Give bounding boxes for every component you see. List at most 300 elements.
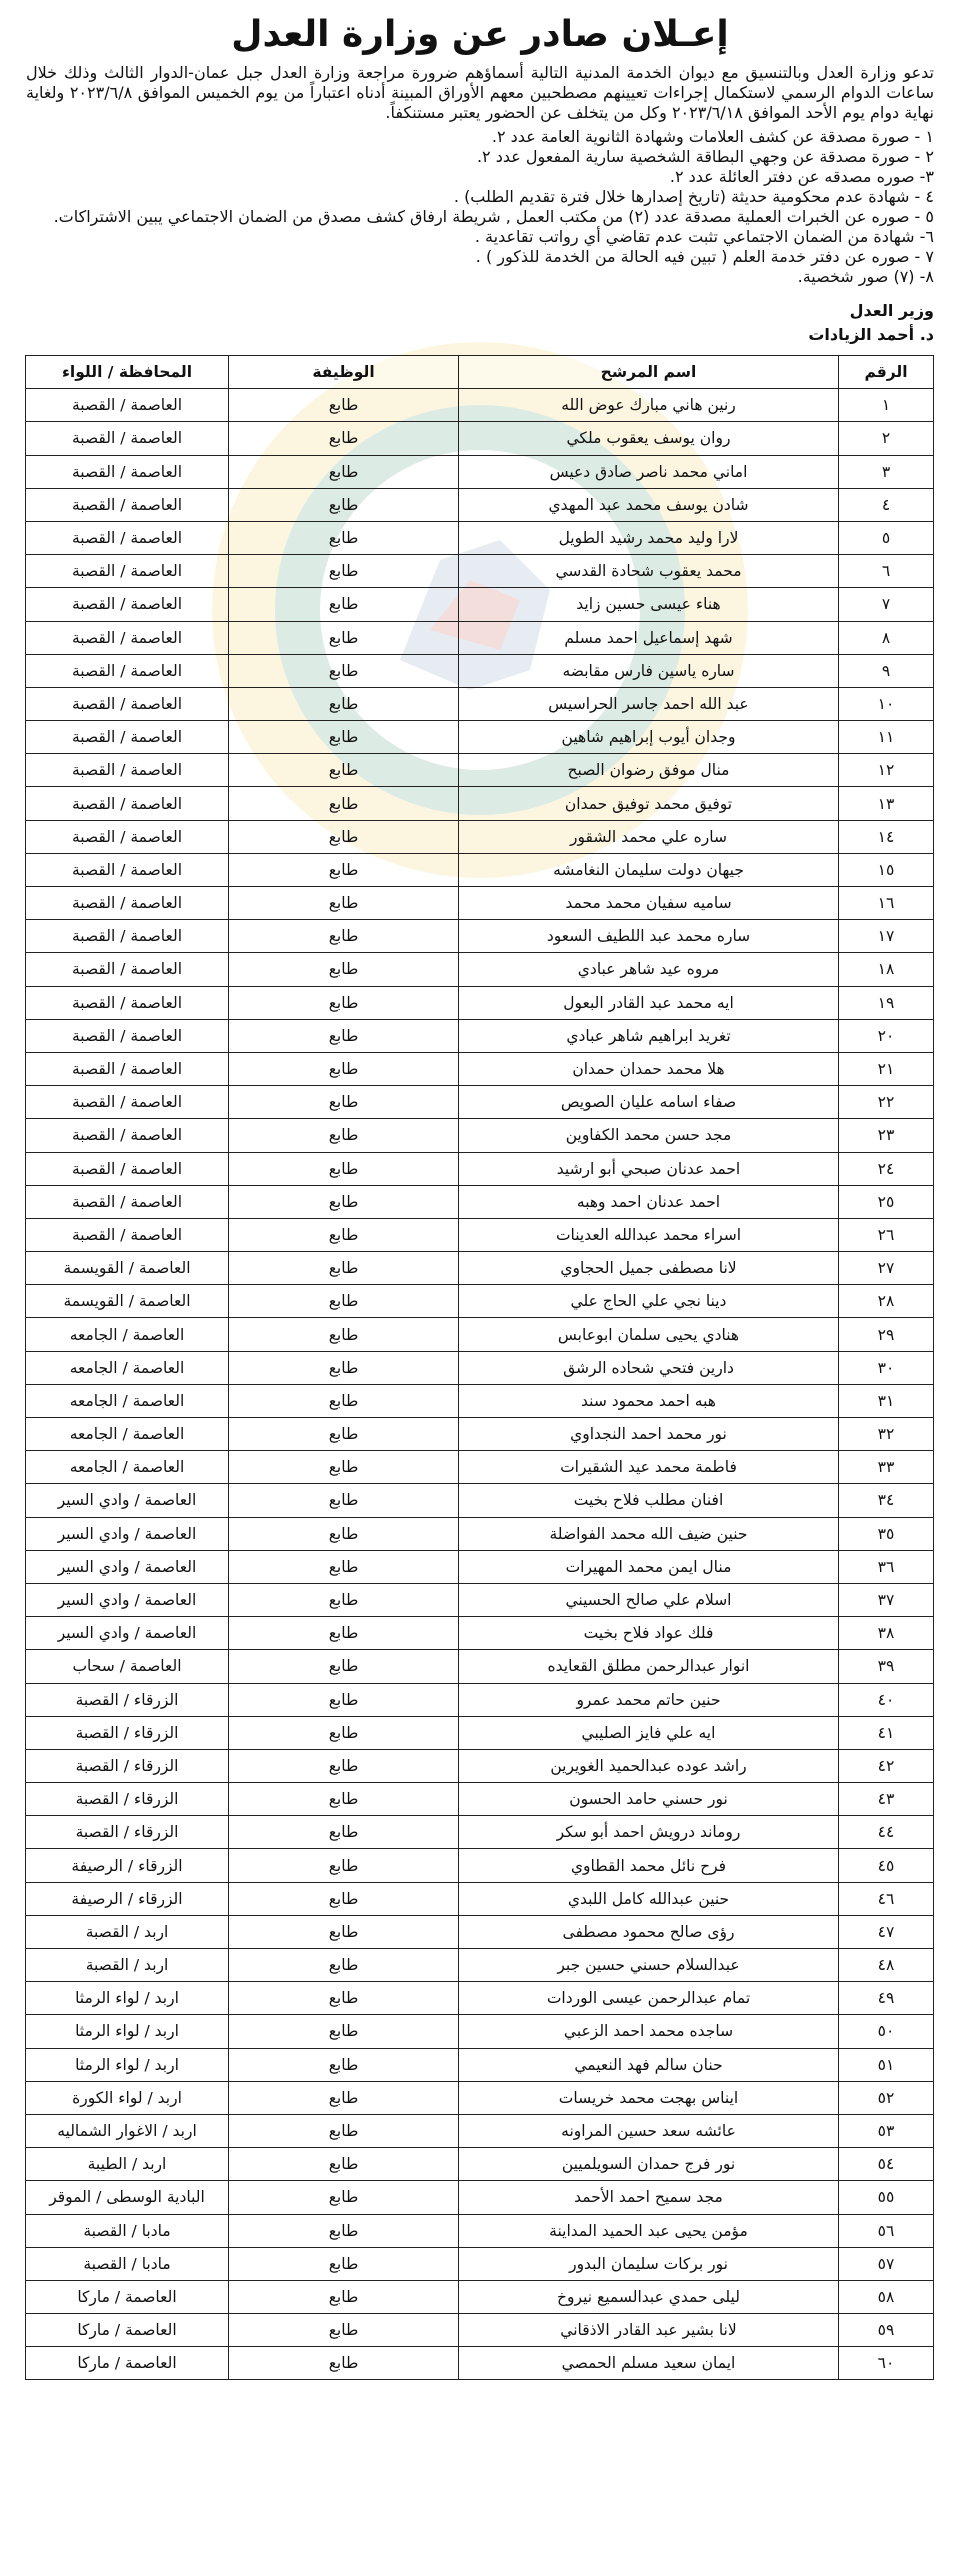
cell-job: طابع — [229, 1318, 459, 1351]
cell-candidate-name: اماني محمد ناصر صادق دعيس — [459, 455, 839, 488]
cell-job: طابع — [229, 953, 459, 986]
cell-job: طابع — [229, 2214, 459, 2247]
table-row — [26, 754, 934, 787]
cell-governorate: العاصمة / القصبة — [26, 1052, 229, 1085]
cell-number: ٧ — [839, 588, 934, 621]
cell-job: طابع — [229, 1683, 459, 1716]
cell-candidate-name: حنين حاتم محمد عمرو — [459, 1683, 839, 1716]
cell-governorate: اربد / الاغوار الشماليه — [26, 2114, 229, 2147]
cell-job: طابع — [229, 2314, 459, 2347]
cell-job: طابع — [229, 1517, 459, 1550]
cell-number: ٤٤ — [839, 1816, 934, 1849]
cell-governorate: الزرقاء / القصبة — [26, 1683, 229, 1716]
cell-candidate-name: روماند درويش احمد أبو سكر — [459, 1816, 839, 1849]
page-title: إعـلان صادر عن وزارة العدل — [231, 14, 729, 55]
cell-number: ٥٢ — [839, 2081, 934, 2114]
cell-job: طابع — [229, 1119, 459, 1152]
cell-job: طابع — [229, 1849, 459, 1882]
cell-governorate: العاصمة / القصبة — [26, 687, 229, 720]
cell-candidate-name: احمد عدنان صبحي أبو ارشيد — [459, 1152, 839, 1185]
signature-title: وزير العدل — [849, 301, 934, 320]
table-row — [26, 2114, 934, 2147]
requirement-item: ٦- شهادة من الضمان الاجتماعي تثبت عدم تقاضي أي رواتب تقاعدية . — [474, 227, 934, 246]
cell-job: طابع — [229, 1716, 459, 1749]
cell-job: طابع — [229, 1583, 459, 1616]
cell-candidate-name: راشد عوده عبدالحميد الغويرين — [459, 1749, 839, 1782]
cell-candidate-name: نور بركات سليمان البدور — [459, 2247, 839, 2280]
cell-job: طابع — [229, 1484, 459, 1517]
cell-candidate-name: لارا وليد محمد رشيد الطويل — [459, 521, 839, 554]
cell-number: ٥٨ — [839, 2280, 934, 2313]
cell-job: طابع — [229, 555, 459, 588]
cell-governorate: العاصمة / القصبة — [26, 455, 229, 488]
cell-number: ٤٢ — [839, 1749, 934, 1782]
cell-governorate: اربد / القصبة — [26, 1915, 229, 1948]
cell-number: ٣٢ — [839, 1418, 934, 1451]
cell-number: ٨ — [839, 621, 934, 654]
cell-number: ٢٣ — [839, 1119, 934, 1152]
cell-job: طابع — [229, 1384, 459, 1417]
cell-governorate: اربد / الطيبة — [26, 2148, 229, 2181]
cell-number: ١٢ — [839, 754, 934, 787]
cell-governorate: العاصمة / القصبة — [26, 1152, 229, 1185]
table-row — [26, 488, 934, 521]
cell-governorate: مادبا / القصبة — [26, 2214, 229, 2247]
cell-job: طابع — [229, 2148, 459, 2181]
cell-number: ٢٩ — [839, 1318, 934, 1351]
cell-job: طابع — [229, 588, 459, 621]
cell-governorate: العاصمة / ماركا — [26, 2280, 229, 2313]
table-row — [26, 920, 934, 953]
table-row — [26, 2347, 934, 2380]
cell-governorate: الزرقاء / الرصيفة — [26, 1849, 229, 1882]
cell-number: ٤٩ — [839, 1982, 934, 2015]
cell-job: طابع — [229, 986, 459, 1019]
table-row — [26, 820, 934, 853]
cell-candidate-name: توفيق محمد توفيق حمدان — [459, 787, 839, 820]
requirement-item: ٨- (٧) صور شخصية. — [797, 267, 934, 286]
cell-governorate: العاصمة / وادي السير — [26, 1583, 229, 1616]
cell-job: طابع — [229, 2081, 459, 2114]
cell-candidate-name: تغريد ابراهيم شاهر عبادي — [459, 1019, 839, 1052]
cell-number: ٦٠ — [839, 2347, 934, 2380]
cell-candidate-name: مروه عيد شاهر عبادي — [459, 953, 839, 986]
table-row — [26, 1285, 934, 1318]
cell-governorate: العاصمة / القصبة — [26, 1218, 229, 1251]
table-row — [26, 1915, 934, 1948]
cell-job: طابع — [229, 2181, 459, 2214]
cell-number: ٥١ — [839, 2048, 934, 2081]
cell-governorate: العاصمة / القصبة — [26, 555, 229, 588]
cell-governorate: العاصمة / ماركا — [26, 2347, 229, 2380]
cell-governorate: العاصمة / القويسمة — [26, 1285, 229, 1318]
cell-candidate-name: ليلى حمدي عبدالسميع نيروخ — [459, 2280, 839, 2313]
cell-number: ١٧ — [839, 920, 934, 953]
cell-governorate: العاصمة / سحاب — [26, 1650, 229, 1683]
cell-candidate-name: فرح نائل محمد القطاوي — [459, 1849, 839, 1882]
cell-number: ٥ — [839, 521, 934, 554]
cell-number: ٤٣ — [839, 1783, 934, 1816]
cell-number: ١ — [839, 389, 934, 422]
cell-candidate-name: انوار عبدالرحمن مطلق القعايده — [459, 1650, 839, 1683]
table-row — [26, 422, 934, 455]
cell-candidate-name: روان يوسف يعقوب ملكي — [459, 422, 839, 455]
cell-number: ٦ — [839, 555, 934, 588]
cell-candidate-name: حنان سالم فهد النعيمي — [459, 2048, 839, 2081]
cell-job: طابع — [229, 654, 459, 687]
cell-number: ٣٩ — [839, 1650, 934, 1683]
cell-governorate: العاصمة / القصبة — [26, 853, 229, 886]
cell-governorate: اربد / القصبة — [26, 1949, 229, 1982]
cell-number: ٥٠ — [839, 2015, 934, 2048]
table-row — [26, 687, 934, 720]
table-row — [26, 1716, 934, 1749]
cell-number: ٩ — [839, 654, 934, 687]
cell-candidate-name: هبه احمد محمود سند — [459, 1384, 839, 1417]
cell-candidate-name: شهد إسماعيل احمد مسلم — [459, 621, 839, 654]
cell-candidate-name: اسلام علي صالح الحسيني — [459, 1583, 839, 1616]
cell-job: طابع — [229, 455, 459, 488]
cell-governorate: العاصمة / القصبة — [26, 621, 229, 654]
table-row — [26, 2148, 934, 2181]
requirement-item: ٣- صوره مصدقه عن دفتر العائلة عدد ٢. — [669, 167, 934, 186]
signature-name: د. أحمد الزيادات — [808, 325, 934, 344]
table-row — [26, 2081, 934, 2114]
cell-governorate: العاصمة / وادي السير — [26, 1617, 229, 1650]
cell-candidate-name: عبد الله احمد جاسر الحراسيس — [459, 687, 839, 720]
cell-candidate-name: هناء عيسى حسين زايد — [459, 588, 839, 621]
table-row — [26, 1650, 934, 1683]
cell-governorate: العاصمة / الجامعه — [26, 1318, 229, 1351]
table-row — [26, 588, 934, 621]
table-row — [26, 1949, 934, 1982]
cell-number: ٢٠ — [839, 1019, 934, 1052]
cell-number: ٤٧ — [839, 1915, 934, 1948]
signature-block — [26, 299, 934, 347]
table-row — [26, 853, 934, 886]
cell-governorate: العاصمة / الجامعه — [26, 1418, 229, 1451]
table-row — [26, 2048, 934, 2081]
table-row — [26, 654, 934, 687]
header-governorate: المحافظة / اللواء — [26, 356, 229, 389]
table-row — [26, 1218, 934, 1251]
cell-governorate: العاصمة / القصبة — [26, 1185, 229, 1218]
cell-candidate-name: هلا محمد حمدان حمدان — [459, 1052, 839, 1085]
cell-number: ٤٠ — [839, 1683, 934, 1716]
cell-job: طابع — [229, 887, 459, 920]
table-row — [26, 887, 934, 920]
cell-job: طابع — [229, 2048, 459, 2081]
table-row — [26, 1683, 934, 1716]
cell-candidate-name: رؤى صالح محمود مصطفى — [459, 1915, 839, 1948]
cell-number: ٤٦ — [839, 1882, 934, 1915]
table-row — [26, 1451, 934, 1484]
cell-governorate: العاصمة / القصبة — [26, 754, 229, 787]
requirement-item: ١ - صورة مصدقة عن كشف العلامات وشهادة الثانوية العامة عدد ٢. — [491, 127, 934, 146]
cell-governorate: الزرقاء / القصبة — [26, 1783, 229, 1816]
table-row — [26, 1982, 934, 2015]
cell-number: ١٤ — [839, 820, 934, 853]
cell-governorate: العاصمة / القصبة — [26, 721, 229, 754]
cell-job: طابع — [229, 1617, 459, 1650]
cell-job: طابع — [229, 1749, 459, 1782]
table-row — [26, 1882, 934, 1915]
cell-job: طابع — [229, 1185, 459, 1218]
header-number: الرقم — [839, 356, 934, 389]
cell-candidate-name: ساره محمد عبد اللطيف السعود — [459, 920, 839, 953]
cell-number: ٣٣ — [839, 1451, 934, 1484]
candidates-table — [25, 355, 934, 2380]
cell-candidate-name: دارين فتحي شحاده الرشق — [459, 1351, 839, 1384]
table-row — [26, 2181, 934, 2214]
cell-number: ٣٠ — [839, 1351, 934, 1384]
cell-candidate-name: فلك عواد فلاح بخيت — [459, 1617, 839, 1650]
cell-governorate: العاصمة / القصبة — [26, 389, 229, 422]
cell-number: ٥٩ — [839, 2314, 934, 2347]
table-row — [26, 787, 934, 820]
cell-governorate: العاصمة / القصبة — [26, 1086, 229, 1119]
cell-job: طابع — [229, 853, 459, 886]
cell-job: طابع — [229, 621, 459, 654]
cell-job: طابع — [229, 1019, 459, 1052]
cell-governorate: العاصمة / القصبة — [26, 588, 229, 621]
table-row — [26, 2280, 934, 2313]
cell-candidate-name: عائشه سعد حسين المراونه — [459, 2114, 839, 2147]
cell-governorate: اربد / لواء الكورة — [26, 2081, 229, 2114]
table-row — [26, 1019, 934, 1052]
cell-job: طابع — [229, 1550, 459, 1583]
cell-job: طابع — [229, 521, 459, 554]
cell-job: طابع — [229, 1218, 459, 1251]
table-row — [26, 1052, 934, 1085]
cell-number: ١٠ — [839, 687, 934, 720]
table-row — [26, 1849, 934, 1882]
cell-governorate: مادبا / القصبة — [26, 2247, 229, 2280]
cell-governorate: العاصمة / القصبة — [26, 1119, 229, 1152]
table-row — [26, 455, 934, 488]
table-row — [26, 1185, 934, 1218]
cell-candidate-name: افنان مطلب فلاح بخيت — [459, 1484, 839, 1517]
table-row — [26, 1252, 934, 1285]
cell-governorate: العاصمة / القصبة — [26, 521, 229, 554]
cell-candidate-name: منال ايمن محمد المهيرات — [459, 1550, 839, 1583]
cell-governorate: الزرقاء / القصبة — [26, 1749, 229, 1782]
table-row — [26, 1418, 934, 1451]
cell-governorate: العاصمة / القويسمة — [26, 1252, 229, 1285]
requirement-item: ٢ - صورة مصدقة عن وجهي البطاقة الشخصية سارية المفعول عدد ٢. — [476, 147, 934, 166]
cell-governorate: اربد / لواء الرمثا — [26, 1982, 229, 2015]
cell-number: ٤٨ — [839, 1949, 934, 1982]
cell-job: طابع — [229, 1650, 459, 1683]
cell-number: ١١ — [839, 721, 934, 754]
table-row — [26, 2314, 934, 2347]
cell-job: طابع — [229, 1982, 459, 2015]
cell-governorate: اربد / لواء الرمثا — [26, 2015, 229, 2048]
cell-job: طابع — [229, 1816, 459, 1849]
cell-governorate: الزرقاء / الرصيفة — [26, 1882, 229, 1915]
cell-candidate-name: مؤمن يحيى عبد الحميد المداينة — [459, 2214, 839, 2247]
cell-job: طابع — [229, 2347, 459, 2380]
cell-job: طابع — [229, 2247, 459, 2280]
cell-governorate: العاصمة / القصبة — [26, 1019, 229, 1052]
cell-job: طابع — [229, 920, 459, 953]
cell-number: ١٨ — [839, 953, 934, 986]
cell-job: طابع — [229, 1285, 459, 1318]
cell-number: ٥٥ — [839, 2181, 934, 2214]
cell-governorate: الزرقاء / القصبة — [26, 1816, 229, 1849]
cell-job: طابع — [229, 389, 459, 422]
cell-number: ١٦ — [839, 887, 934, 920]
cell-governorate: العاصمة / القصبة — [26, 654, 229, 687]
cell-job: طابع — [229, 1882, 459, 1915]
cell-number: ٥٧ — [839, 2247, 934, 2280]
cell-governorate: العاصمة / القصبة — [26, 953, 229, 986]
cell-candidate-name: تمام عبدالرحمن عيسى الوردات — [459, 1982, 839, 2015]
table-row — [26, 1749, 934, 1782]
cell-candidate-name: ساميه سفيان محمد محمد — [459, 887, 839, 920]
table-row — [26, 1517, 934, 1550]
cell-job: طابع — [229, 1052, 459, 1085]
cell-candidate-name: مجد سميح احمد الأحمد — [459, 2181, 839, 2214]
cell-job: طابع — [229, 1086, 459, 1119]
cell-job: طابع — [229, 1451, 459, 1484]
table-row — [26, 389, 934, 422]
cell-job: طابع — [229, 2015, 459, 2048]
cell-candidate-name: نور فرج حمدان السويلميين — [459, 2148, 839, 2181]
table-row — [26, 1484, 934, 1517]
cell-candidate-name: دينا نجي علي الحاج علي — [459, 1285, 839, 1318]
table-row — [26, 621, 934, 654]
table-row — [26, 986, 934, 1019]
cell-number: ٢٤ — [839, 1152, 934, 1185]
cell-candidate-name: ايه محمد عبد القادر البعول — [459, 986, 839, 1019]
cell-job: طابع — [229, 2280, 459, 2313]
intro-paragraph: تدعو وزارة العدل وبالتنسيق مع ديوان الخدمة المدنية التالية أسماؤهم ضرورة مراجعة وزارة العدل جبل عمان-الدوار الثالث وذلك خلال ساعات الدوام الرسمي لاستكمال إجراءات تعيينهم مصطحبين معهم الأوراق المبينة أدناه اعتباراً من يوم الخميس الموافق ٢٠٢٣/٦/٨ ولغاية نهاية دوام يوم الأحد الموافق ٢٠٢٣/٦/١٨ وكل من يتخلف عن الحضور يعتبر مستنكفاً. — [26, 63, 935, 122]
cell-number: ١٥ — [839, 853, 934, 886]
cell-candidate-name: لانا بشير عبد القادر الاذقاني — [459, 2314, 839, 2347]
cell-number: ٣٤ — [839, 1484, 934, 1517]
cell-candidate-name: ايناس بهجت محمد خريسات — [459, 2081, 839, 2114]
cell-governorate: العاصمة / وادي السير — [26, 1550, 229, 1583]
cell-governorate: العاصمة / الجامعه — [26, 1384, 229, 1417]
table-row — [26, 2247, 934, 2280]
cell-job: طابع — [229, 1418, 459, 1451]
cell-candidate-name: عبدالسلام حسني حسين جبر — [459, 1949, 839, 1982]
cell-number: ٣ — [839, 455, 934, 488]
cell-number: ٢٨ — [839, 1285, 934, 1318]
cell-candidate-name: لانا مصطفى جميل الحجاوي — [459, 1252, 839, 1285]
table-row — [26, 1351, 934, 1384]
requirement-item: ٧ - صوره عن دفتر خدمة العلم ( تبين فيه الحالة من الخدمة للذكور ) . — [475, 247, 934, 266]
cell-number: ٤٥ — [839, 1849, 934, 1882]
cell-candidate-name: ساجده محمد احمد الزعبي — [459, 2015, 839, 2048]
cell-job: طابع — [229, 1949, 459, 1982]
cell-number: ٢٧ — [839, 1252, 934, 1285]
cell-candidate-name: صفاء اسامه عليان الصويص — [459, 1086, 839, 1119]
cell-number: ٢ — [839, 422, 934, 455]
cell-governorate: العاصمة / القصبة — [26, 422, 229, 455]
cell-number: ٣٨ — [839, 1617, 934, 1650]
cell-governorate: العاصمة / القصبة — [26, 986, 229, 1019]
cell-governorate: البادية الوسطى / الموقر — [26, 2181, 229, 2214]
table-row — [26, 1783, 934, 1816]
cell-governorate: اربد / لواء الرمثا — [26, 2048, 229, 2081]
cell-job: طابع — [229, 1152, 459, 1185]
cell-governorate: العاصمة / القصبة — [26, 887, 229, 920]
cell-candidate-name: ايه علي فايز الصليبي — [459, 1716, 839, 1749]
cell-candidate-name: رنين هاني مبارك عوض الله — [459, 389, 839, 422]
cell-candidate-name: ايمان سعيد مسلم الحمصي — [459, 2347, 839, 2380]
table-row — [26, 1583, 934, 1616]
cell-candidate-name: ساره ياسين فارس مقابضه — [459, 654, 839, 687]
cell-candidate-name: ساره علي محمد الشقور — [459, 820, 839, 853]
cell-number: ٢٥ — [839, 1185, 934, 1218]
cell-candidate-name: حنين ضيف الله محمد الفواضلة — [459, 1517, 839, 1550]
cell-job: طابع — [229, 1915, 459, 1948]
cell-candidate-name: منال موفق رضوان الصبح — [459, 754, 839, 787]
cell-job: طابع — [229, 820, 459, 853]
table-row — [26, 1152, 934, 1185]
cell-governorate: العاصمة / القصبة — [26, 820, 229, 853]
table-row — [26, 721, 934, 754]
cell-governorate: العاصمة / القصبة — [26, 920, 229, 953]
cell-candidate-name: وجدان أيوب إبراهيم شاهين — [459, 721, 839, 754]
cell-candidate-name: نور محمد احمد النجداوي — [459, 1418, 839, 1451]
cell-governorate: العاصمة / الجامعه — [26, 1451, 229, 1484]
cell-job: طابع — [229, 2114, 459, 2147]
cell-candidate-name: مجد حسن محمد الكفاوين — [459, 1119, 839, 1152]
cell-number: ٥٦ — [839, 2214, 934, 2247]
cell-number: ٢٢ — [839, 1086, 934, 1119]
cell-number: ٥٤ — [839, 2148, 934, 2181]
cell-job: طابع — [229, 422, 459, 455]
table-row — [26, 2214, 934, 2247]
cell-governorate: العاصمة / الجامعه — [26, 1351, 229, 1384]
cell-candidate-name: حنين عبدالله كامل اللبدي — [459, 1882, 839, 1915]
cell-candidate-name: فاطمة محمد عيد الشقيرات — [459, 1451, 839, 1484]
cell-number: ٣٦ — [839, 1550, 934, 1583]
cell-job: طابع — [229, 1783, 459, 1816]
table-row — [26, 953, 934, 986]
table-row — [26, 521, 934, 554]
cell-governorate: العاصمة / وادي السير — [26, 1484, 229, 1517]
header-job: الوظيفة — [229, 356, 459, 389]
table-row — [26, 555, 934, 588]
table-row — [26, 1384, 934, 1417]
table-row — [26, 1816, 934, 1849]
cell-job: طابع — [229, 787, 459, 820]
cell-candidate-name: محمد يعقوب شحادة القدسي — [459, 555, 839, 588]
cell-number: ٢٦ — [839, 1218, 934, 1251]
requirement-item: ٥ - صوره عن الخبرات العملية مصدقة عدد (٢) من مكتب العمل , شريطة ارفاق كشف مصدق من الضمان الاجتماعي يبين الاشتراكات. — [53, 207, 934, 226]
cell-governorate: العاصمة / ماركا — [26, 2314, 229, 2347]
header-name: اسم المرشح — [459, 356, 839, 389]
cell-number: ٢١ — [839, 1052, 934, 1085]
table-row — [26, 1318, 934, 1351]
table-row — [26, 1617, 934, 1650]
cell-job: طابع — [229, 721, 459, 754]
table-row — [26, 1086, 934, 1119]
cell-job: طابع — [229, 488, 459, 521]
table-row — [26, 1550, 934, 1583]
cell-job: طابع — [229, 1252, 459, 1285]
cell-governorate: الزرقاء / القصبة — [26, 1716, 229, 1749]
cell-governorate: العاصمة / القصبة — [26, 787, 229, 820]
cell-candidate-name: هنادي يحيى سلمان ابوعابس — [459, 1318, 839, 1351]
cell-candidate-name: شادن يوسف محمد عبد المهدي — [459, 488, 839, 521]
cell-number: ٣١ — [839, 1384, 934, 1417]
cell-number: ٤١ — [839, 1716, 934, 1749]
